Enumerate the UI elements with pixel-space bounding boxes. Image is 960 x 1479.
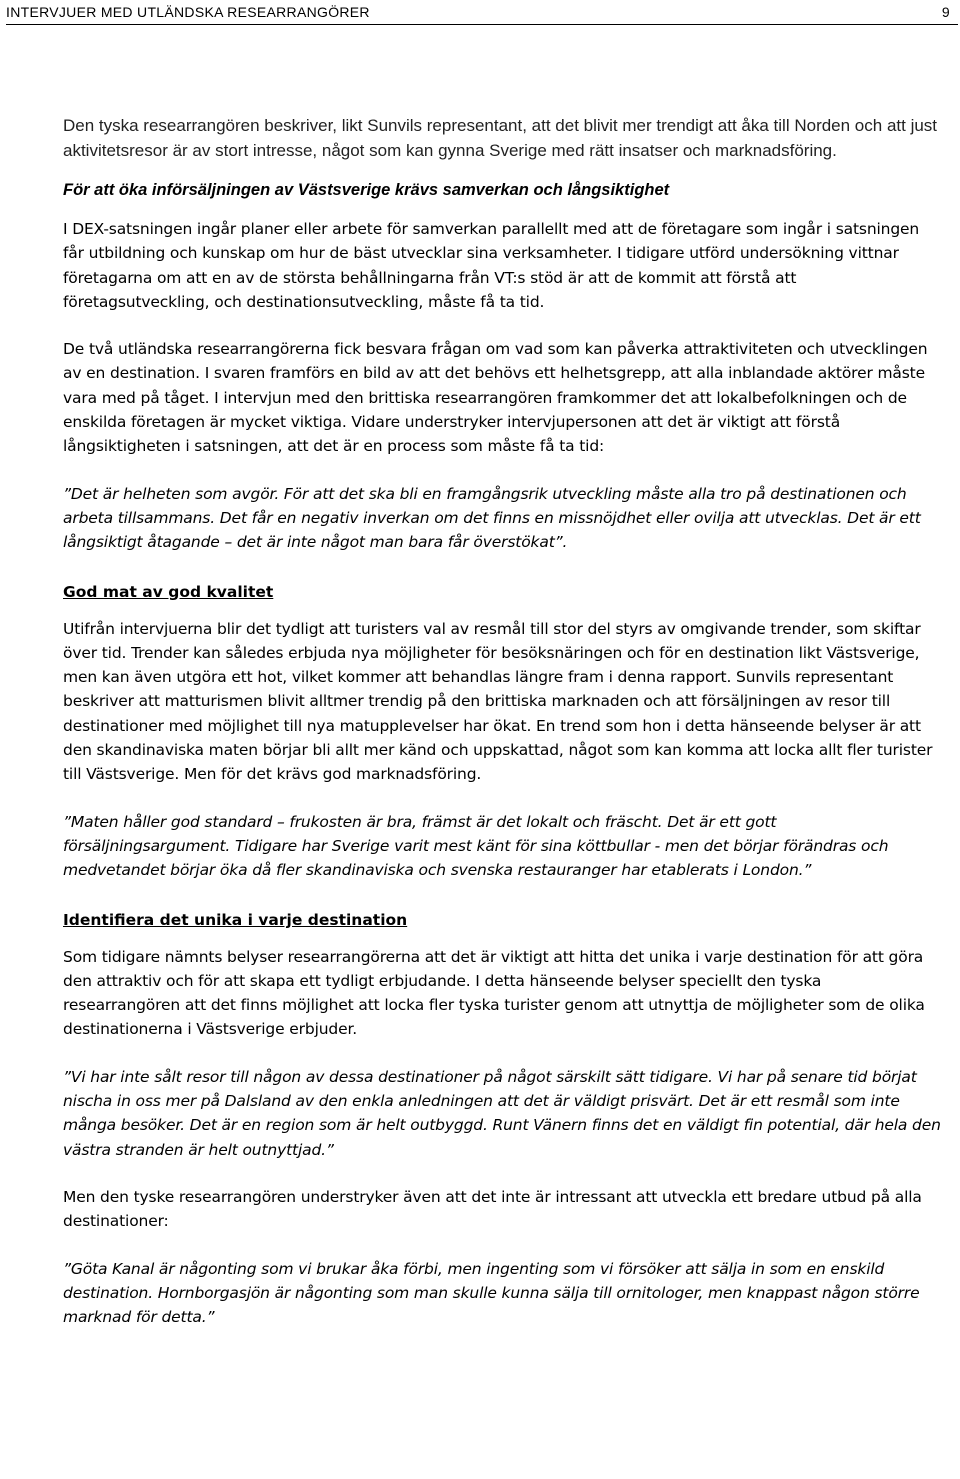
section-heading-unika: Identifiera det unika i varje destination xyxy=(63,910,408,929)
quote-maten: ”Maten håller god standard – frukosten är bra, främst är det lokalt och fräscht. Det är ett gott försäljningsargument. Tidigare har Sverige varit mest känt för sina köttbullar - men det börjar förändras och medvetandet börjar öka då fler skandinaviska och svenska restauranger har etablerats i London.” xyxy=(63,812,889,880)
paragraph-dex: I DEX-satsningen ingår planer eller arbete för samverkan parallellt med att de företagare som ingår i satsningen får utbildning och kunskap om hur de bäst utvecklar sina verksamheter. I tidigare utförd undersökning vittnar företagarna om att en av de största behållningarna från VT:s stöd är att de kommit att förstå att företagsutveckling, och destinationsutveckling, måste få ta tid. xyxy=(63,220,920,311)
paragraph-two-arrangers: De två utländska researrangörerna fick besvara frågan om vad som kan påverka attraktiviteten och utvecklingen av en destination. I svaren framförs en bild av att det behövs ett helhetsgrepp, att alla inblandade aktörer måste vara med på tåget. I intervjun med den brittiska researrangören framkommer det att lokalbefolkningen och de enskilda företagen är mycket viktiga. Vidare understryker intervjupersonen att det är viktigt att förstå långsiktigheten i satsningen, att det är en process som måste få ta tid: xyxy=(63,340,928,456)
page-header xyxy=(6,2,958,25)
document-body xyxy=(63,114,943,1329)
running-title: INTERVJUER MED UTLÄNDSKA RESEARRANGÖRER xyxy=(6,4,370,20)
quote-salt-resor: ”Vi har inte sålt resor till någon av dessa destinationer på något särskilt sätt tidigare. Vi har på senare tid börjat nischa in oss mer på Dalsland av den enkla anledningen att det är väldigt prisvärt. Det är ett resmål som inte många besöker. Det är en region som är helt outbyggd. Runt Vänern finns det en väldigt fin potential, där hela den västra stranden är helt outnyttjad.” xyxy=(63,1067,941,1159)
paragraph-mat: Utifrån intervjuerna blir det tydligt att turisters val av resmål till stor del styrs av omgivande trender, som skiftar över tid. Trender kan således erbjuda nya möjligheter för besöksnäringen och för en destination likt Västsverige, men kan även utgöra ett hot, vilket kommer att behandlas längre fram i denna rapport. Sunvils representant beskriver att matturismen blivit alltmer trendig på den brittiska marknaden och att försäljningen av resor till destinationer med möjlighet till nya matupplevelser har ökat. En trend som hon i detta hänseende belyser är att den skandinaviska maten börjar bli allt mer känd och uppskattad, något som kan komma att locka allt fler turister till Västsverige. Men för det krävs god marknadsföring. xyxy=(63,619,933,784)
page-number: 9 xyxy=(941,4,950,20)
section-heading-samverkan: För att öka införsäljningen av Västsverige krävs samverkan och långsiktighet xyxy=(63,181,670,199)
quote-helheten: ”Det är helheten som avgör. För att det ska bli en framgångsrik utveckling måste alla tro på destinationen och arbeta tillsammans. Det får en negativ inverkan om det finns en missnöjdhet eller ovilja att utvecklas. Det är ett långsiktigt åtagande – det är inte något man bara får överstökat”. xyxy=(63,484,921,552)
paragraph-unika: Som tidigare nämnts belyser researrangörerna att det är viktigt att hitta det unika i varje destination för att göra den attraktiv och för att skapa ett tydligt erbjudande. I detta hänseende belyser speciellt den tyska researrangören att det finns möjlighet att locka fler tyska turister genom att utnyttja de möjligheter som de olika destinationerna i Västsverige erbjuder. xyxy=(63,947,925,1039)
paragraph-tyske: Men den tyske researrangören understryker även att det inte är intressant att utveckla ett bredare utbud på alla destinationer: xyxy=(63,1187,922,1231)
quote-gota-kanal: ”Göta Kanal är någonting som vi brukar åka förbi, men ingenting som vi försöker att sälja in som en enskild destination. Hornborgasjön är någonting som man skulle kunna sälja till ornitologer, men knappast någon större marknad för detta.” xyxy=(63,1259,920,1327)
section-heading-mat: God mat av god kvalitet xyxy=(63,582,274,601)
intro-paragraph: Den tyska researrangören beskriver, likt Sunvils representant, att det blivit mer trendigt att åka till Norden och att just aktivitetsresor är av stort intresse, något som kan gynna Sverige med rätt insatser och marknadsföring. xyxy=(63,116,938,160)
